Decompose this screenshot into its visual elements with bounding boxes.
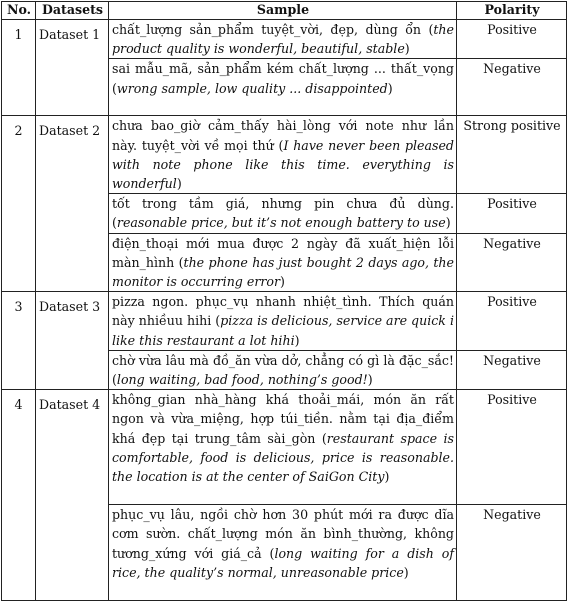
sample-text: phục_vụ lâu, ngồi chờ hơn 30 phút mới ra được dĩa cơm sườn. chất_lượng món ăn bình_thường, không tương_xứng với giá_cả	[112, 507, 454, 561]
sample-translation: pizza is delicious, service are quick i like this restaurant a lot hihi	[112, 313, 454, 348]
row-dataset: Dataset 4	[36, 390, 109, 601]
table-row	[2, 292, 567, 351]
sample-cell: tốt trong tầm giá, nhưng pin chưa đủ dùng. (reasonable price, but it’s not enough battery to use)	[109, 194, 457, 233]
sample-translation: reasonable price, but it’s not enough battery to use	[116, 215, 446, 231]
polarity-label: Strong positive	[457, 116, 567, 194]
polarity-label: Positive	[457, 20, 567, 59]
row-dataset: Dataset 3	[36, 292, 109, 390]
polarity-label: Positive	[457, 390, 567, 505]
header-datasets: Datasets	[36, 2, 109, 20]
sample-cell: pizza ngon. phục_vụ nhanh nhiệt_tình. Thích quán này nhiềuu hihi (pizza is delicious, service are quick i like this restaurant a lot hihi)	[109, 292, 457, 351]
sample-cell: sai mẫu_mã, sản_phẩm kém chất_lượng ... thất_vọng (wrong sample, low quality ... disappointed)	[109, 59, 457, 116]
row-no: 4	[2, 390, 36, 601]
sample-text: không_gian nhà_hàng khá thoải_mái, món ăn rất ngon và vừa_miệng, hợp túi_tiền. nằm tại địa_điểm khá đẹp tại trung_tâm sài_gòn	[112, 392, 454, 446]
sample-cell: chưa bao_giờ cảm_thấy hài_lòng với note như lần này. tuyệt_vời về mọi thứ (I have never been pleased with note phone like this time. everything is wonderful)	[109, 116, 457, 194]
sample-text: điện_thoại mới mua được 2 ngày đã xuất_hiện lỗi màn_hình	[112, 235, 454, 270]
sample-text: pizza ngon. phục_vụ nhanh nhiệt_tình. Thích quán này nhiềuu hihi	[112, 294, 454, 329]
row-dataset: Dataset 2	[36, 116, 109, 292]
sample-translation: long waiting for a dish of rice, the quality’s normal, unreasonable price	[112, 545, 455, 580]
sample-cell: chờ vừa lâu mà đồ_ăn vừa dở, chẳng có gì là đặc_sắc! (long waiting, bad food, nothing’s good!)	[109, 350, 457, 389]
header-sample: Sample	[109, 2, 457, 20]
header-row	[2, 2, 567, 20]
polarity-label: Positive	[457, 194, 567, 233]
sample-cell: điện_thoại mới mua được 2 ngày đã xuất_hiện lỗi màn_hình (the phone has just bought 2 days ago, the monitor is occurring error)	[109, 233, 457, 292]
sample-translation: the phone has just bought 2 days ago, the monitor is occurring error	[112, 254, 454, 290]
row-no: 1	[2, 20, 36, 116]
sample-cell: phục_vụ lâu, ngồi chờ hơn 30 phút mới ra được dĩa cơm sườn. chất_lượng món ăn bình_thường, không tương_xứng với giá_cả (long waiting for a dish of rice, the quality’s normal, unreasonable price)	[109, 505, 457, 601]
table-row	[2, 390, 567, 505]
row-no: 2	[2, 116, 36, 292]
row-no: 3	[2, 292, 36, 390]
sample-text: chất_lượng sản_phẩm tuyệt_vời, đẹp, dùng ổn	[112, 22, 422, 37]
polarity-label: Positive	[457, 292, 567, 351]
sample-text: chưa bao_giờ cảm_thấy hài_lòng với note như lần này. tuyệt_vời về mọi thứ	[112, 118, 454, 153]
polarity-label: Negative	[457, 505, 567, 601]
sample-translation: the product quality is wonderful, beautiful, stable	[112, 22, 454, 57]
row-dataset: Dataset 1	[36, 20, 109, 116]
polarity-label: Negative	[457, 233, 567, 292]
sample-text: sai mẫu_mã, sản_phẩm kém chất_lượng ... thất_vọng	[112, 61, 454, 77]
sample-text: chờ vừa lâu mà đồ_ăn vừa dở, chẳng có gì là đặc_sắc!	[112, 352, 454, 368]
table-row	[2, 20, 567, 59]
header-no: No.	[2, 2, 36, 20]
sample-translation: I have never been pleased with note phone like this time. everything is wonderful	[112, 137, 454, 192]
dataset-samples-table	[1, 1, 567, 601]
polarity-label: Negative	[457, 59, 567, 116]
sample-translation: wrong sample, low quality ... disappointed	[116, 80, 388, 96]
sample-translation: restaurant space is comfortable, food is delicious, price is reasonable. the location is at the center of SaiGon City	[112, 430, 454, 485]
polarity-label: Negative	[457, 350, 567, 389]
table-row	[2, 116, 567, 194]
sample-cell: không_gian nhà_hàng khá thoải_mái, món ăn rất ngon và vừa_miệng, hợp túi_tiền. nằm tại địa_điểm khá đẹp tại trung_tâm sài_gòn (restaurant space is comfortable, food is delicious, price is reasonable. the location is at the center of SaiGon City)	[109, 390, 457, 505]
sample-text: tốt trong tầm giá, nhưng pin chưa đủ dùng.	[112, 196, 454, 212]
header-polarity: Polarity	[457, 2, 567, 20]
sample-cell: chất_lượng sản_phẩm tuyệt_vời, đẹp, dùng ổn (the product quality is wonderful, beautiful, stable)	[109, 20, 457, 59]
sample-translation: long waiting, bad food, nothing’s good!	[116, 372, 368, 388]
